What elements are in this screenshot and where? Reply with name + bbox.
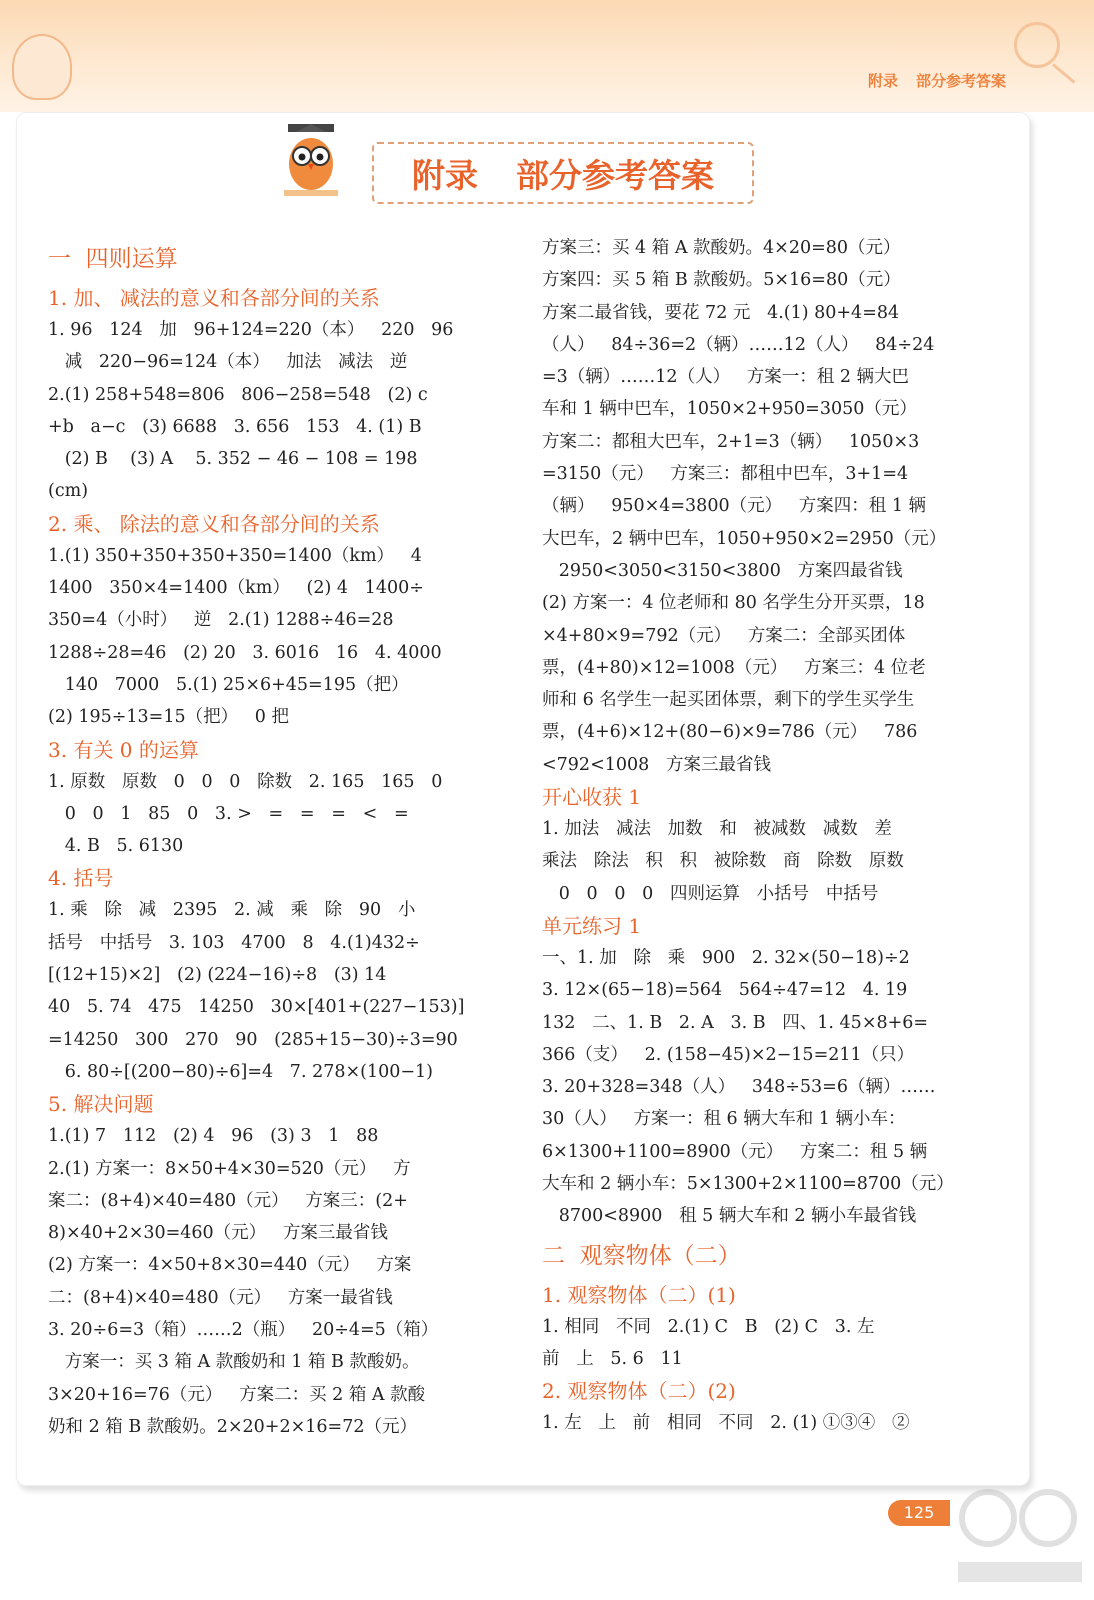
magnifier-icon	[1014, 22, 1060, 68]
answer-line: ×4+80×9=792（元） 方案二：全部买团体	[542, 625, 906, 646]
answer-line: 1. 原数 原数 0 0 0 除数 2. 165 165 0	[48, 771, 443, 792]
answer-line: 3. 12×(65−18)=564 564÷47=12 4. 19	[542, 980, 908, 1001]
answer-line: 0 0 0 0 四则运算 小括号 中括号	[542, 883, 879, 904]
answer-line: 140 7000 5.(1) 25×6+45=195（把）	[48, 674, 409, 695]
answer-line: 括号 中括号 3. 103 4700 8 4.(1)432÷	[48, 932, 420, 953]
answer-line: 方案一：买 3 箱 A 款酸奶和 1 箱 B 款酸奶。	[48, 1352, 420, 1373]
chapter-heading: 二 观察物体（二）	[542, 1242, 741, 1269]
answer-line: 方案二最省钱，要花 72 元 4.(1) 80+4=84	[542, 302, 900, 323]
page-title	[372, 142, 754, 204]
answer-line: (2) 方案一：4×50+8×30=440（元） 方案	[48, 1255, 412, 1276]
answer-line: =3150（元） 方案三：都租中巴车，3+1=4	[542, 464, 909, 485]
answer-line: 3×20+16=76（元） 方案二：买 2 箱 A 款酸	[48, 1384, 426, 1405]
answer-line: =14250 300 270 90 (285+15−30)÷3=90	[48, 1029, 458, 1050]
answer-line: 1. 相同 不同 2.(1) C B (2) C 3. 左	[542, 1316, 875, 1337]
section-heading: 1. 观察物体（二）(1)	[542, 1282, 736, 1307]
section-heading: 开心收获 1	[542, 785, 642, 810]
answer-line: 1.(1) 350+350+350+350=1400（km） 4	[48, 545, 422, 566]
answer-line: [(12+15)×2] (2) (224−16)÷8 (3) 14	[48, 965, 387, 986]
answer-line: 350=4（小时） 逆 2.(1) 1288÷46=28	[48, 610, 394, 631]
title-appendix: 附录	[412, 155, 478, 195]
section-heading: 2. 乘、 除法的意义和各部分间的关系	[48, 511, 380, 536]
answer-line: 前 上 5. 6 11	[542, 1348, 683, 1369]
answer-line: 132 二、1. B 2. A 3. B 四、1. 45×8+6=	[542, 1012, 929, 1033]
answer-line: 减 220−96=124（本） 加法 减法 逆	[48, 352, 408, 373]
left-column	[48, 236, 478, 1443]
answer-line: （辆） 950×4=3800（元） 方案四：租 1 辆	[542, 496, 927, 517]
page-number-tab: 125	[888, 1500, 950, 1526]
answer-line: 0 0 1 85 0 3. > = = = < =	[48, 803, 409, 824]
answer-line: （人） 84÷36=2（辆）……12（人） 84÷24	[542, 334, 935, 355]
answer-line: 30（人） 方案一：租 6 辆大车和 1 辆小车：	[542, 1109, 906, 1130]
running-header	[868, 70, 1006, 91]
answer-line: 方案三：买 4 箱 A 款酸奶。4×20=80（元）	[542, 238, 901, 258]
answer-line: (2) 195÷13=15（把） 0 把	[48, 707, 290, 728]
section-heading: 1. 加、 减法的意义和各部分间的关系	[48, 286, 380, 310]
answer-line: 师和 6 名学生一起买团体票，剩下的学生买学生	[542, 690, 915, 711]
header-label-answers: 部分参考答案	[915, 72, 1006, 90]
answer-line: 1400 350×4=1400（km） (2) 4 1400÷	[48, 578, 424, 599]
answer-line: 票，(4+6)×12+(80−6)×9=786（元） 786	[542, 722, 918, 743]
header-label-appendix: 附录	[867, 72, 898, 90]
answer-line: <792<1008 方案三最省钱	[542, 754, 771, 775]
answer-line: (cm)	[48, 481, 89, 502]
answer-line: 方案二：都租大巴车，2+1=3（辆） 1050×3	[542, 431, 920, 452]
answer-line: 366（支） 2. (158−45)×2−15=211（只）	[542, 1044, 915, 1065]
top-banner	[0, 0, 1094, 112]
answer-line: 8700<8900 租 5 辆大车和 2 辆小车最省钱	[542, 1206, 917, 1227]
answer-line: 1. 左 上 前 相同 不同 2. (1) ①③④ ②	[542, 1413, 910, 1434]
answer-line: 奶和 2 箱 B 款酸奶。2×20+2×16=72（元）	[48, 1416, 417, 1437]
answer-line: 案二：(8+4)×40=480（元） 方案三：(2+	[48, 1190, 408, 1211]
answer-line: 车和 1 辆中巴车，1050×2+950=3050（元）	[542, 399, 917, 420]
answer-line: +b a−c (3) 6688 3. 656 153 4. (1) B	[48, 416, 422, 437]
right-column	[542, 232, 972, 1440]
answer-line: 票，(4+80)×12=1008（元） 方案三：4 位老	[542, 657, 926, 678]
answer-line: 2.(1) 方案一：8×50+4×30=520（元） 方	[48, 1158, 411, 1179]
answer-line: 二：(8+4)×40=480（元） 方案一最省钱	[48, 1287, 393, 1308]
section-heading: 4. 括号	[48, 866, 114, 891]
answer-line: 1288÷28=46 (2) 20 3. 6016 16 4. 4000	[48, 642, 442, 663]
answer-line: 大车和 2 辆小车：5×1300+2×1100=8700（元）	[542, 1174, 954, 1195]
section-heading: 5. 解决问题	[48, 1092, 154, 1117]
answer-line: 6. 80÷[(200−80)÷6]=4 7. 278×(100−1)	[48, 1061, 433, 1082]
answer-line: 3. 20+328=348（人） 348÷53=6（辆）……	[542, 1077, 936, 1098]
answer-line: 一、1. 加 除 乘 900 2. 32×(50−18)÷2	[542, 947, 910, 968]
answer-line: 8)×40+2×30=460（元） 方案三最省钱	[48, 1223, 388, 1244]
section-heading: 3. 有关 0 的运算	[48, 737, 199, 762]
answer-line: 方案四：买 5 箱 B 款酸奶。5×16=80（元）	[542, 270, 901, 291]
title-answers: 部分参考答案	[516, 155, 714, 195]
answer-line: 1. 加法 减法 加数 和 被减数 减数 差	[542, 819, 892, 840]
owl-mascot-icon	[278, 120, 344, 200]
answer-line: 1. 乘 除 减 2395 2. 减 乘 除 90 小	[48, 900, 416, 921]
answer-line: 1. 96 124 加 96+124=220（本） 220 96	[48, 320, 454, 340]
answer-line: 1.(1) 7 112 (2) 4 96 (3) 3 1 88	[48, 1126, 379, 1147]
answer-line: 6×1300+1100=8900（元） 方案二：租 5 辆	[542, 1141, 928, 1162]
lightbulb-icon	[12, 34, 72, 100]
watermark-logo	[948, 1478, 1088, 1596]
answer-line: 2950<3050<3150<3800 方案四最省钱	[542, 560, 903, 581]
answer-line: (2) B (3) A 5. 352 − 46 − 108 = 198	[48, 449, 418, 470]
section-heading: 2. 观察物体（二）(2)	[542, 1379, 736, 1404]
answer-line: 2.(1) 258+548=806 806−258=548 (2) c	[48, 384, 428, 405]
answer-line: (2) 方案一：4 位老师和 80 名学生分开买票，18	[542, 593, 925, 614]
section-heading: 单元练习 1	[542, 913, 642, 938]
answer-line: =3（辆）……12（人） 方案一：租 2 辆大巴	[542, 367, 910, 388]
answer-line: 4. B 5. 6130	[48, 836, 184, 857]
chapter-heading: 一 四则运算	[48, 246, 178, 272]
answer-line: 40 5. 74 475 14250 30×[401+(227−153)]	[48, 997, 465, 1018]
answer-line: 大巴车，2 辆中巴车，1050+950×2=2950（元）	[542, 528, 947, 549]
answer-line: 3. 20÷6=3（箱）……2（瓶） 20÷4=5（箱）	[48, 1320, 439, 1341]
answer-line: 乘法 除法 积 积 被除数 商 除数 原数	[542, 851, 904, 872]
